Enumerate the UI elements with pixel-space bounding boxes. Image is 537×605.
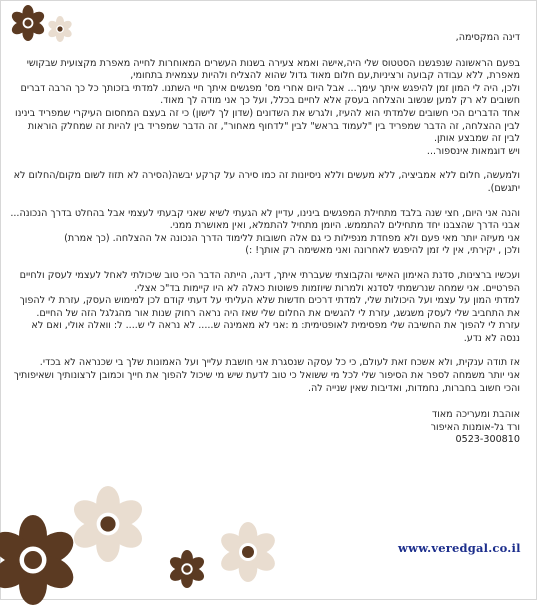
signature-name: ורד גל-אומנות האיפור (10, 422, 520, 435)
signature-block (10, 409, 520, 447)
paragraph-line: עזרת לי להפוך את החשיבה שלי מפסימית לאופטימית: מ :אני לא מאמינה ש..... לא נראה לי ש.... ל: וואלה אולי, ואם לא ננסה לא נדע. (10, 320, 520, 345)
paragraph-line: אבני הדרך שהצבנו יחד מתחילים להתממש. היומן מתחיל להתמלא, ואין מאושרת ממני. (10, 220, 520, 233)
paragraph-line: למדתי המון על עצמי ועל היכולות שלי, למדתי דרכים חדשות שלא העליתי על דעתי קודם לכן למימוש העסק, עזרת לי להפוך את התחביב שלי לעסק משגשג, עזרת לי להגשים את החלום שלי שאז היה נראה רחוק שנות אור מהגלגל הזה של החיים. (10, 295, 520, 320)
paragraph-line: אני מעיזה יותר מאי פעם ולא מפחדת מנפילות כי גם אלה חשובות ללימוד הדרך הנכונה אל ההצלחה. (כך אמרת) (10, 233, 520, 246)
flower-dark-icon (0, 515, 78, 605)
paragraph-line: בפעם הראשונה שנפגשנו הסטטוס שלי היה,אישה ואמא צעירה בשנות העשרים המאוחרות לחייה מאפרת מקצועית שבקושי מאפרת, ללא עבודה קבועה ורציניות,עם חלום מאוד גדול שהוא להצליח ולהיות עצמאית בתחומי, (10, 58, 520, 83)
paragraph-line: ולכן, היה לי המון זמן להיפגש איתך עימך... אבל היום אחרי מס' מפגשים איתך חיי השתנו. למדתי בזכותך כל כך הרבה דברים חשובים לא רק למען שנשוב והצלחה בעסק אלא לחיים בכלל, ועל כך אני מודה לך מאוד. (10, 83, 520, 108)
website-link[interactable]: www.veredgal.co.il (398, 541, 521, 555)
paragraph-line: והנה אני היום, חצי שנה בלבד מתחילת המפגשים בינינו, עדיין לא הגעתי לשיא שאני קבעתי לעצמי אבל בהחלט בדרך הנכונה... (10, 208, 520, 221)
paragraph-line: ולמעשה, חלום ללא אמביציה, ללא מעשים וללא ניסיונות זה כמו סירה על קרקע יבשה(הסירה לא תזוז לשום מקום/החלום לא יתגשם). (10, 170, 520, 195)
paragraph-line: ויש דוגמאות אינספור... (10, 146, 520, 159)
flower-light-icon (70, 486, 146, 562)
signature-closing: אוהבת ומעריכה מאוד (10, 409, 520, 422)
paragraph-line: אחד הדברים הכי חשובים שלמדתי הוא להעיז, ולגרש את השדונים (שדון לך לישון) כי זה בעצם המחסום העיקרי שמפריד בינינו לבין ההצלחה, זה הדבר שמפריד בין "לעמוד בראש" לבין "לדחוף מאחור", זה הדבר שמפריד בין להיות זה שמחלק הוראות לבין זה שמבצע אותן. (10, 108, 520, 146)
flower-light-icon (218, 522, 278, 582)
flower-dark-icon (168, 550, 206, 588)
signature-phone: 0523-300810 (10, 434, 520, 447)
paragraph-line: אז תודה ענקית, ולא אשכח זאת לעולם, כי כל עסקה שנסגרת אני חושבת עלייך ועל האמונות שלך בי שכנראה לא בכדי. (10, 357, 520, 370)
letter-greeting: דינה המקסימה, (10, 32, 520, 45)
paragraph-line: ולכן , יקירתי, אין לי זמן להיפגש לאחרונה ואני מאשימה רק אותך! :) (10, 245, 520, 258)
paragraph-line: ועכשיו ברצינות, סדנת האימון האישי והקבוצתי שעברתי איתך, דינה, הייתה הדבר הכי טוב שיכולתי לאחל לעצמי לעסק ולחיים הפרטיים. אני שמחה שנרשמתי לסדנא ולמרות שיוזמות פשוטות כאלה לא היו קיימות בד"כ אצלי. (10, 270, 520, 295)
testimonial-letter (10, 32, 520, 447)
paragraph-line: אני יותר משמחה לספר את הסיפור שלי לכל מי ששואל כי טוב לדעת שיש מי שיכול להפוך את חייך וכמובן לרצונותיך ושאיפותיך והכי חשוב בחברות, נחמדות, ואדיבות שאין שנייה לה. (10, 370, 520, 395)
